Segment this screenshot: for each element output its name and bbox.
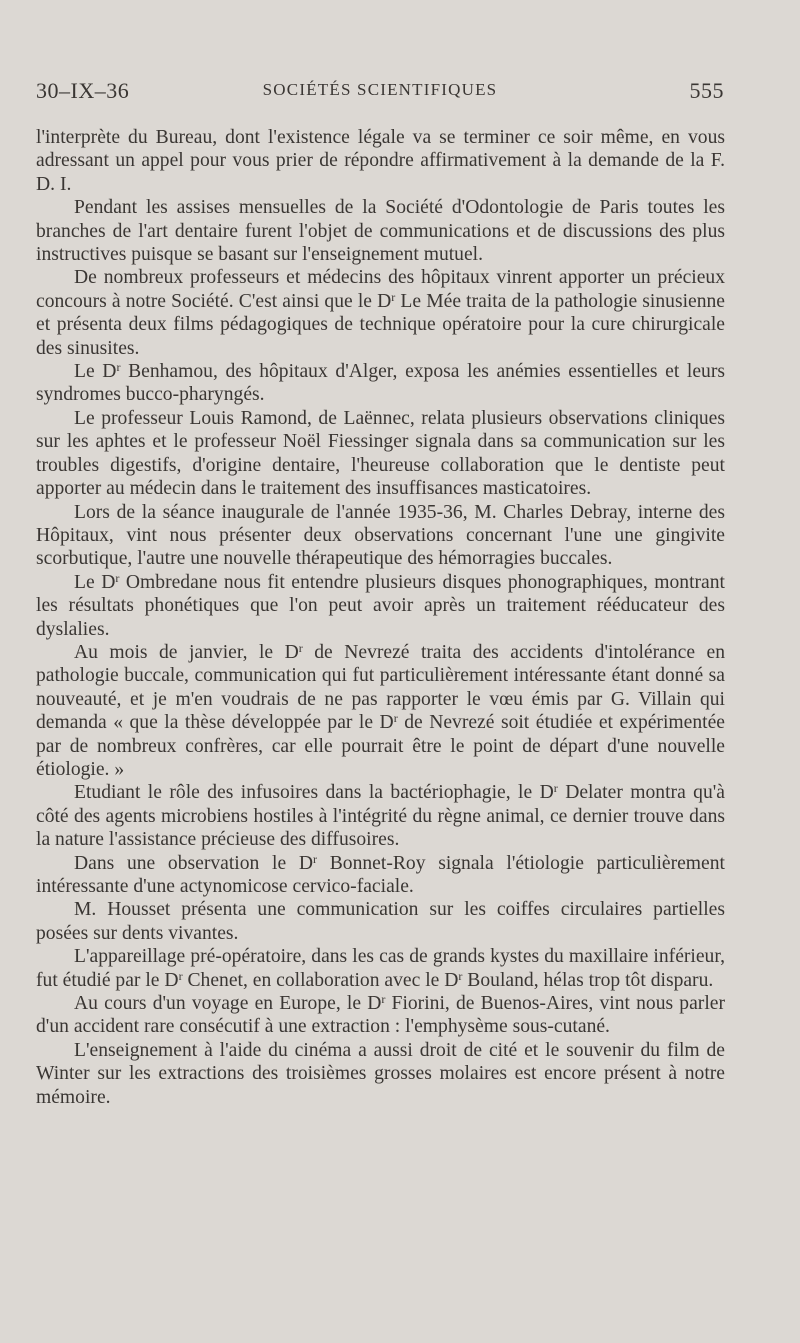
paragraph-11: M. Housset présenta une communication sur les coiffes circulaires partielles posées sur dents vivantes. [36, 899, 725, 944]
paragraph-2: Pendant les assises mensuelles de la Société d'Odontologie de Paris toutes les branches de l'art dentaire furent l'objet de communications et de discussions des plus instructives puisque se basant sur l'enseignement mutuel. [36, 197, 725, 266]
paragraph-3: De nombreux professeurs et médecins des hôpitaux vinrent apporter un précieux concours à notre Société. C'est ainsi que le $D^r$ Le Mée traita de la pathologie sinusienne et présenta deux films pédagogiques de technique opératoire pour la cure chirurgicale des sinusites. [36, 267, 725, 359]
paragraph-5: Le professeur Louis Ramond, de Laënnec, relata plusieurs observations cliniques sur les aphtes et le professeur Noël Fiessinger signala dans sa communication sur les troubles digestifs, d'origine dentaire, l'heureuse collaboration que le dentiste peut apporter au médecin dans le traitement des insuffisances masticatoires. [36, 407, 725, 500]
paragraph-8: Au mois de janvier, le $D^r$ de Nevrezé traita des accidents d'intolérance en pathologie buccale, communication qui fut particulièrement intéressante étant donné sa nouveauté, et je m'en voudrais de ne pas rapporter le vœu émis par G. Villain qui demanda « que la thèse développée par le $D^r$ de Nevrezé soit étudiée et expérimentée par de nombreux confrères, car elle pourrait être le point de départ d'une nouvelle étiologie. » [36, 640, 725, 780]
running-header [36, 78, 724, 108]
header-title: SOCIÉTÉS SCIENTIFIQUES [262, 80, 498, 99]
header-date: 30–IX–36 [36, 78, 130, 103]
body-text [36, 126, 725, 1109]
paragraph-9: Etudiant le rôle des infusoires dans la bactériophagie, le $D^r$ Delater montra qu'à côté des agents microbiens hostiles à l'intégrité du règne animal, ce dernier trouve dans la nature l'assistance précieuse des diffusoires. [36, 781, 726, 851]
paragraph-4: Le $D^r$ Benhamou, des hôpitaux d'Alger, exposa les anémies essentielles et leurs syndromes bucco-pharyngés. [36, 360, 725, 406]
paragraph-10: Dans une observation le $D^r$ Bonnet-Roy signala l'étiologie particulièrement intéressante d'une actynomicose cervico-faciale. [36, 851, 725, 897]
paragraph-13: Au cours d'un voyage en Europe, le $D^r$ Fiorini, de Buenos-Aires, vint nous parler d'un accident rare consécutif à une extraction : l'emphysème sous-cutané. [36, 992, 725, 1038]
paragraph-6: Lors de la séance inaugurale de l'année 1935-36, M. Charles Debray, interne des Hôpitaux, vint nous présenter deux observations concernant l'une une gingivite scorbutique, l'autre une nouvelle thérapeutique des hémorragies buccales. [36, 501, 725, 570]
page-number: 555 [689, 78, 724, 103]
paragraph-14: L'enseignement à l'aide du cinéma a aussi droit de cité et le souvenir du film de Winter sur les extractions des troisièmes grosses molaires est encore présent à notre mémoire. [36, 1039, 725, 1108]
paragraph-7: Le $D^r$ Ombredane nous fit entendre plusieurs disques phonographiques, montrant les résultats phonétiques que l'on peut avoir après un traitement rééducateur des dyslalies. [36, 570, 725, 640]
paragraph-1: l'interprète du Bureau, dont l'existence légale va se terminer ce soir même, en vous adressant un appel pour vous prier de répondre affirmativement à la demande de la F. D. I. [36, 127, 725, 195]
paragraph-12: L'appareillage pré-opératoire, dans les cas de grands kystes du maxillaire inférieur, fut étudié par le $D^r$ Chenet, en collaboration avec le $D^r$ Bouland, hélas trop tôt disparu. [36, 946, 725, 991]
